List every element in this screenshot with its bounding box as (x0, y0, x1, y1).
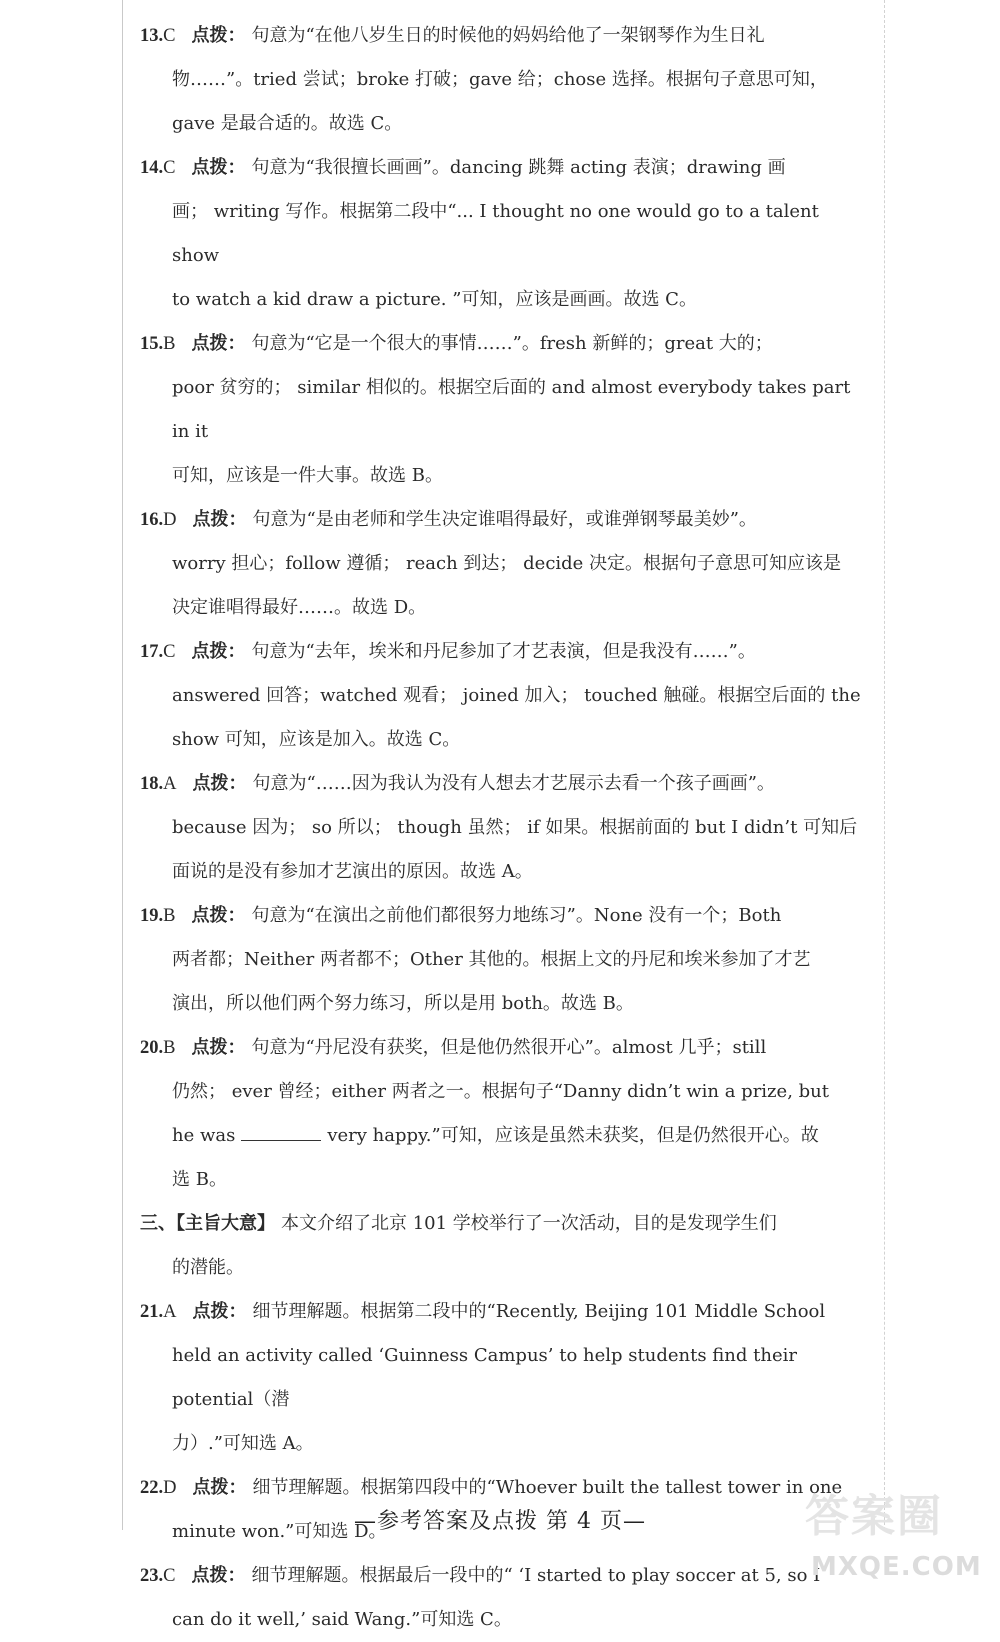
answer-letter: C (163, 1566, 176, 1586)
explanation-line: 选 B。 (172, 1169, 227, 1190)
hint-label: 点拨： (191, 905, 246, 926)
explanation-line: 句意为“它是一个很大的事情……”。fresh 新鲜的；great 大的； (251, 333, 773, 354)
hint-label: 点拨： (191, 157, 246, 178)
answer-letter: D (163, 1478, 177, 1498)
explanation-line: poor 贫穷的； similar 相似的。根据空后面的 and almost everybody takes part in it (172, 377, 851, 442)
explanation-line: 句意为“去年，埃米和丹尼参加了才艺表演，但是我没有……”。 (251, 641, 756, 662)
explanation-line: show 可知，应该是加入。故选 C。 (172, 729, 461, 750)
answer-letter: B (163, 1038, 176, 1058)
answer-content (140, 14, 864, 1642)
hint-label: 点拨： (192, 1477, 247, 1498)
explanation-line: 细节理解题。根据最后一段中的“ ‘I started to play soccer at 5, so I (251, 1565, 821, 1586)
watermark-domain: MXQE.COM (811, 1552, 982, 1582)
explanation-line: 画； writing 写作。根据第二段中“... I thought no one would go to a talent show (172, 201, 819, 266)
hint-label: 点拨： (191, 1037, 246, 1058)
explanation-line: gave 是最合适的。故选 C。 (172, 113, 403, 134)
watermark-logo-text: 答案圈 (805, 1491, 943, 1542)
question-number: 21. (140, 1302, 164, 1322)
answer-letter: D (163, 510, 177, 530)
answer-letter: C (163, 158, 176, 178)
summary-line: 本文介绍了北京 101 学校举行了一次活动，目的是发现学生们 (281, 1213, 777, 1234)
explanation-line: because 因为； so 所以； though 虽然； if 如果。根据前面的 but I didn’t 可知后 (172, 817, 858, 838)
answer-letter: A (163, 774, 177, 794)
fill-in-blank (241, 1124, 321, 1141)
answer-item-19 (140, 894, 864, 1026)
question-number: 22. (140, 1478, 164, 1498)
explanation-line: 仍然； ever 曾经；either 两者之一。根据句子“Danny didn’t win a prize, but (172, 1081, 829, 1102)
question-number: 18. (140, 774, 164, 794)
answer-letter: C (163, 26, 176, 46)
explanation-line-with-blank (140, 1114, 864, 1158)
explanation-line: to watch a kid draw a picture. ”可知，应该是画画。故选 C。 (172, 289, 697, 310)
question-number: 20. (140, 1038, 164, 1058)
answer-item-14 (140, 146, 864, 322)
answer-item-15 (140, 322, 864, 498)
explanation-line: 面说的是没有参加才艺演出的原因。故选 A。 (172, 861, 533, 882)
right-margin-rule (884, 0, 885, 1530)
explanation-line: 句意为“在演出之前他们都很努力地练习”。None 没有一个；Both (251, 905, 782, 926)
question-number: 23. (140, 1566, 164, 1586)
question-number: 17. (140, 642, 164, 662)
explanation-line: 句意为“在他八岁生日的时候他的妈妈给他了一架钢琴作为生日礼 (251, 25, 765, 46)
explanation-line: 决定谁唱得最好……。故选 D。 (172, 597, 427, 618)
explanation-line: 力）.”可知选 A。 (172, 1433, 314, 1454)
page-footer: —参考答案及点拨 第 4 页— (354, 1509, 646, 1534)
answer-item-17 (140, 630, 864, 762)
explanation-line: 句意为“……因为我认为没有人想去才艺展示去看一个孩子画画”。 (252, 773, 775, 794)
answer-item-20 (140, 1026, 864, 1202)
hint-label: 点拨： (191, 1565, 246, 1586)
explanation-line: 句意为“我很擅长画画”。dancing 跳舞 acting 表演；drawing 画 (251, 157, 786, 178)
explanation-line: 物……”。tried 尝试；broke 打破；gave 给；chose 选择。根据句子意思可知， (172, 69, 828, 90)
hint-label: 点拨： (191, 25, 246, 46)
hint-label: 点拨： (192, 509, 247, 530)
site-watermark (805, 1480, 990, 1595)
answer-letter: A (163, 1302, 177, 1322)
explanation-line: answered 回答；watched 观看； joined 加入； touched 触碰。根据空后面的 the (172, 685, 861, 706)
sentence-fragment: he was (172, 1125, 236, 1146)
question-number: 15. (140, 334, 164, 354)
question-number: 13. (140, 26, 164, 46)
section-three-summary (140, 1202, 864, 1290)
hint-label: 点拨： (192, 1301, 247, 1322)
explanation-line: 细节理解题。根据第四段中的“Whoever built the tallest tower in one (252, 1477, 843, 1498)
explanation-line: held an activity called ‘Guinness Campus’ to help students find their potential（潜 (172, 1345, 797, 1410)
summary-line: 的潜能。 (172, 1257, 244, 1278)
explanation-line: 句意为“是由老师和学生决定谁唱得最好，或谁弹钢琴最美妙”。 (252, 509, 757, 530)
hint-label: 点拨： (192, 773, 247, 794)
answer-item-16 (140, 498, 864, 630)
explanation-line: 两者都；Neither 两者都不；Other 其他的。根据上文的丹尼和埃米参加了才艺 (172, 949, 811, 970)
answer-letter: C (163, 642, 176, 662)
question-number: 14. (140, 158, 164, 178)
explanation-line: worry 担心；follow 遵循； reach 到达； decide 决定。根据句子意思可知应该是 (172, 553, 842, 574)
explanation-line: 细节理解题。根据第二段中的“Recently, Beijing 101 Middle School (252, 1301, 826, 1322)
question-number: 16. (140, 510, 164, 530)
answer-item-13 (140, 14, 864, 146)
answer-item-21 (140, 1290, 864, 1466)
left-margin-rule (122, 0, 123, 1530)
explanation-line: 可知，应该是一件大事。故选 B。 (172, 465, 443, 486)
answer-letter: B (163, 334, 176, 354)
hint-label: 点拨： (191, 333, 246, 354)
section-label: 三、【主旨大意】 (140, 1213, 275, 1234)
explanation-line: can do it well,’ said Wang.”可知选 C。 (172, 1609, 512, 1630)
hint-label: 点拨： (191, 641, 246, 662)
explanation-line: minute won.”可知选 D。 (172, 1521, 387, 1542)
explanation-line: 演出，所以他们两个努力练习，所以是用 both。故选 B。 (172, 993, 634, 1014)
answer-item-23 (140, 1554, 864, 1642)
answer-item-18 (140, 762, 864, 894)
question-number: 19. (140, 906, 164, 926)
sentence-fragment: very happy.”可知，应该是虽然未获奖，但是仍然很开心。故 (327, 1125, 819, 1146)
answer-letter: B (163, 906, 176, 926)
explanation-line: 句意为“丹尼没有获奖，但是他仍然很开心”。almost 几乎；still (251, 1037, 767, 1058)
